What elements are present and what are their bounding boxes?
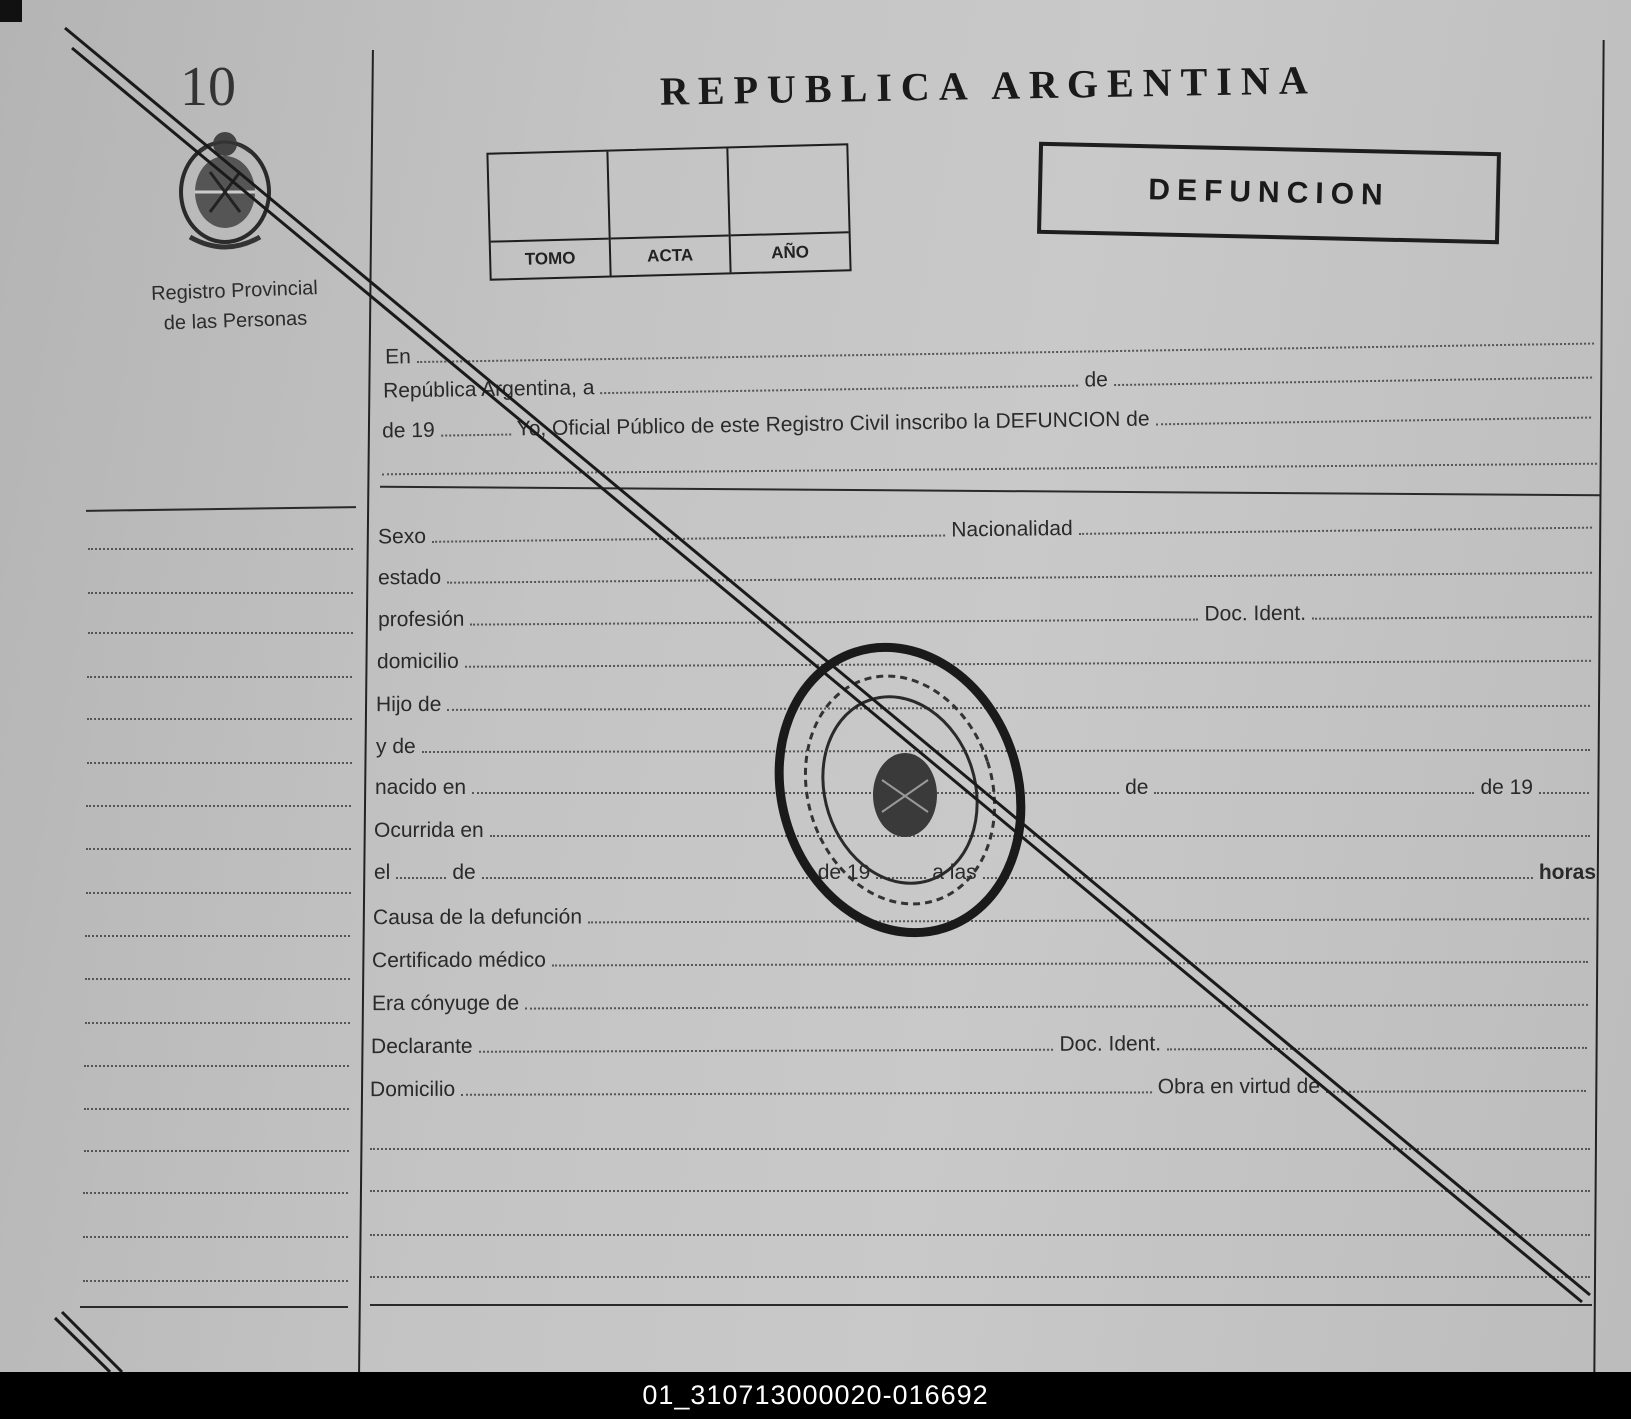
label-horas: horas bbox=[1538, 861, 1596, 884]
label-nacido-de: de bbox=[1125, 776, 1149, 799]
label-nacido-en: nacido en bbox=[375, 776, 467, 799]
label-causa: Causa de la defunción bbox=[372, 905, 583, 930]
label-ocurrida-en: Ocurrida en bbox=[374, 819, 484, 842]
label-nacido-de19: de 19 bbox=[1480, 776, 1533, 799]
label-doc-ident-declarante: Doc. Ident. bbox=[1059, 1032, 1162, 1056]
label-profesion: profesión bbox=[377, 607, 465, 632]
registry-line-1: Registro Provincial bbox=[150, 277, 319, 305]
intro-de: de bbox=[1084, 368, 1109, 392]
record-type-box: DEFUNCION bbox=[1037, 142, 1501, 244]
label-el-de19: de 19 bbox=[817, 861, 871, 884]
label-certificado: Certificado médico bbox=[371, 948, 546, 973]
label-y-de: y de bbox=[375, 734, 416, 759]
label-sexo: Sexo bbox=[377, 524, 427, 549]
intro-en: En bbox=[384, 345, 411, 369]
acta-label: ACTA bbox=[611, 234, 730, 275]
intro-yo: Yo, Oficial Público de este Registro Civil inscribo la DEFUNCION de bbox=[516, 407, 1150, 441]
label-a-las: a las bbox=[932, 861, 977, 884]
document-id-footer: 01_310713000020-016692 bbox=[0, 1372, 1631, 1419]
label-obra: Obra en virtud de bbox=[1157, 1074, 1321, 1099]
label-estado: estado bbox=[377, 565, 442, 590]
label-domicilio: domicilio bbox=[376, 649, 459, 674]
label-declarante: Declarante bbox=[370, 1034, 473, 1059]
label-nacionalidad: Nacionalidad bbox=[951, 516, 1073, 542]
label-doc-ident: Doc. Ident. bbox=[1204, 601, 1307, 626]
label-el-de: de bbox=[452, 861, 476, 884]
page-title: REPUBLICA ARGENTINA bbox=[659, 57, 1317, 114]
label-el: el bbox=[374, 861, 391, 884]
tomo-label: TOMO bbox=[491, 238, 610, 279]
registry-line-2: de las Personas bbox=[163, 307, 308, 335]
intro-de19: de 19 bbox=[381, 418, 435, 443]
label-hijo-de: Hijo de bbox=[375, 692, 442, 717]
intro-republica: República Argentina, a bbox=[382, 376, 595, 403]
label-conyuge: Era cónyuge de bbox=[371, 991, 520, 1016]
label-domicilio-declarante: Domicilio bbox=[369, 1077, 456, 1102]
ano-label: AÑO bbox=[731, 231, 850, 272]
page-number: 10 bbox=[180, 56, 236, 118]
